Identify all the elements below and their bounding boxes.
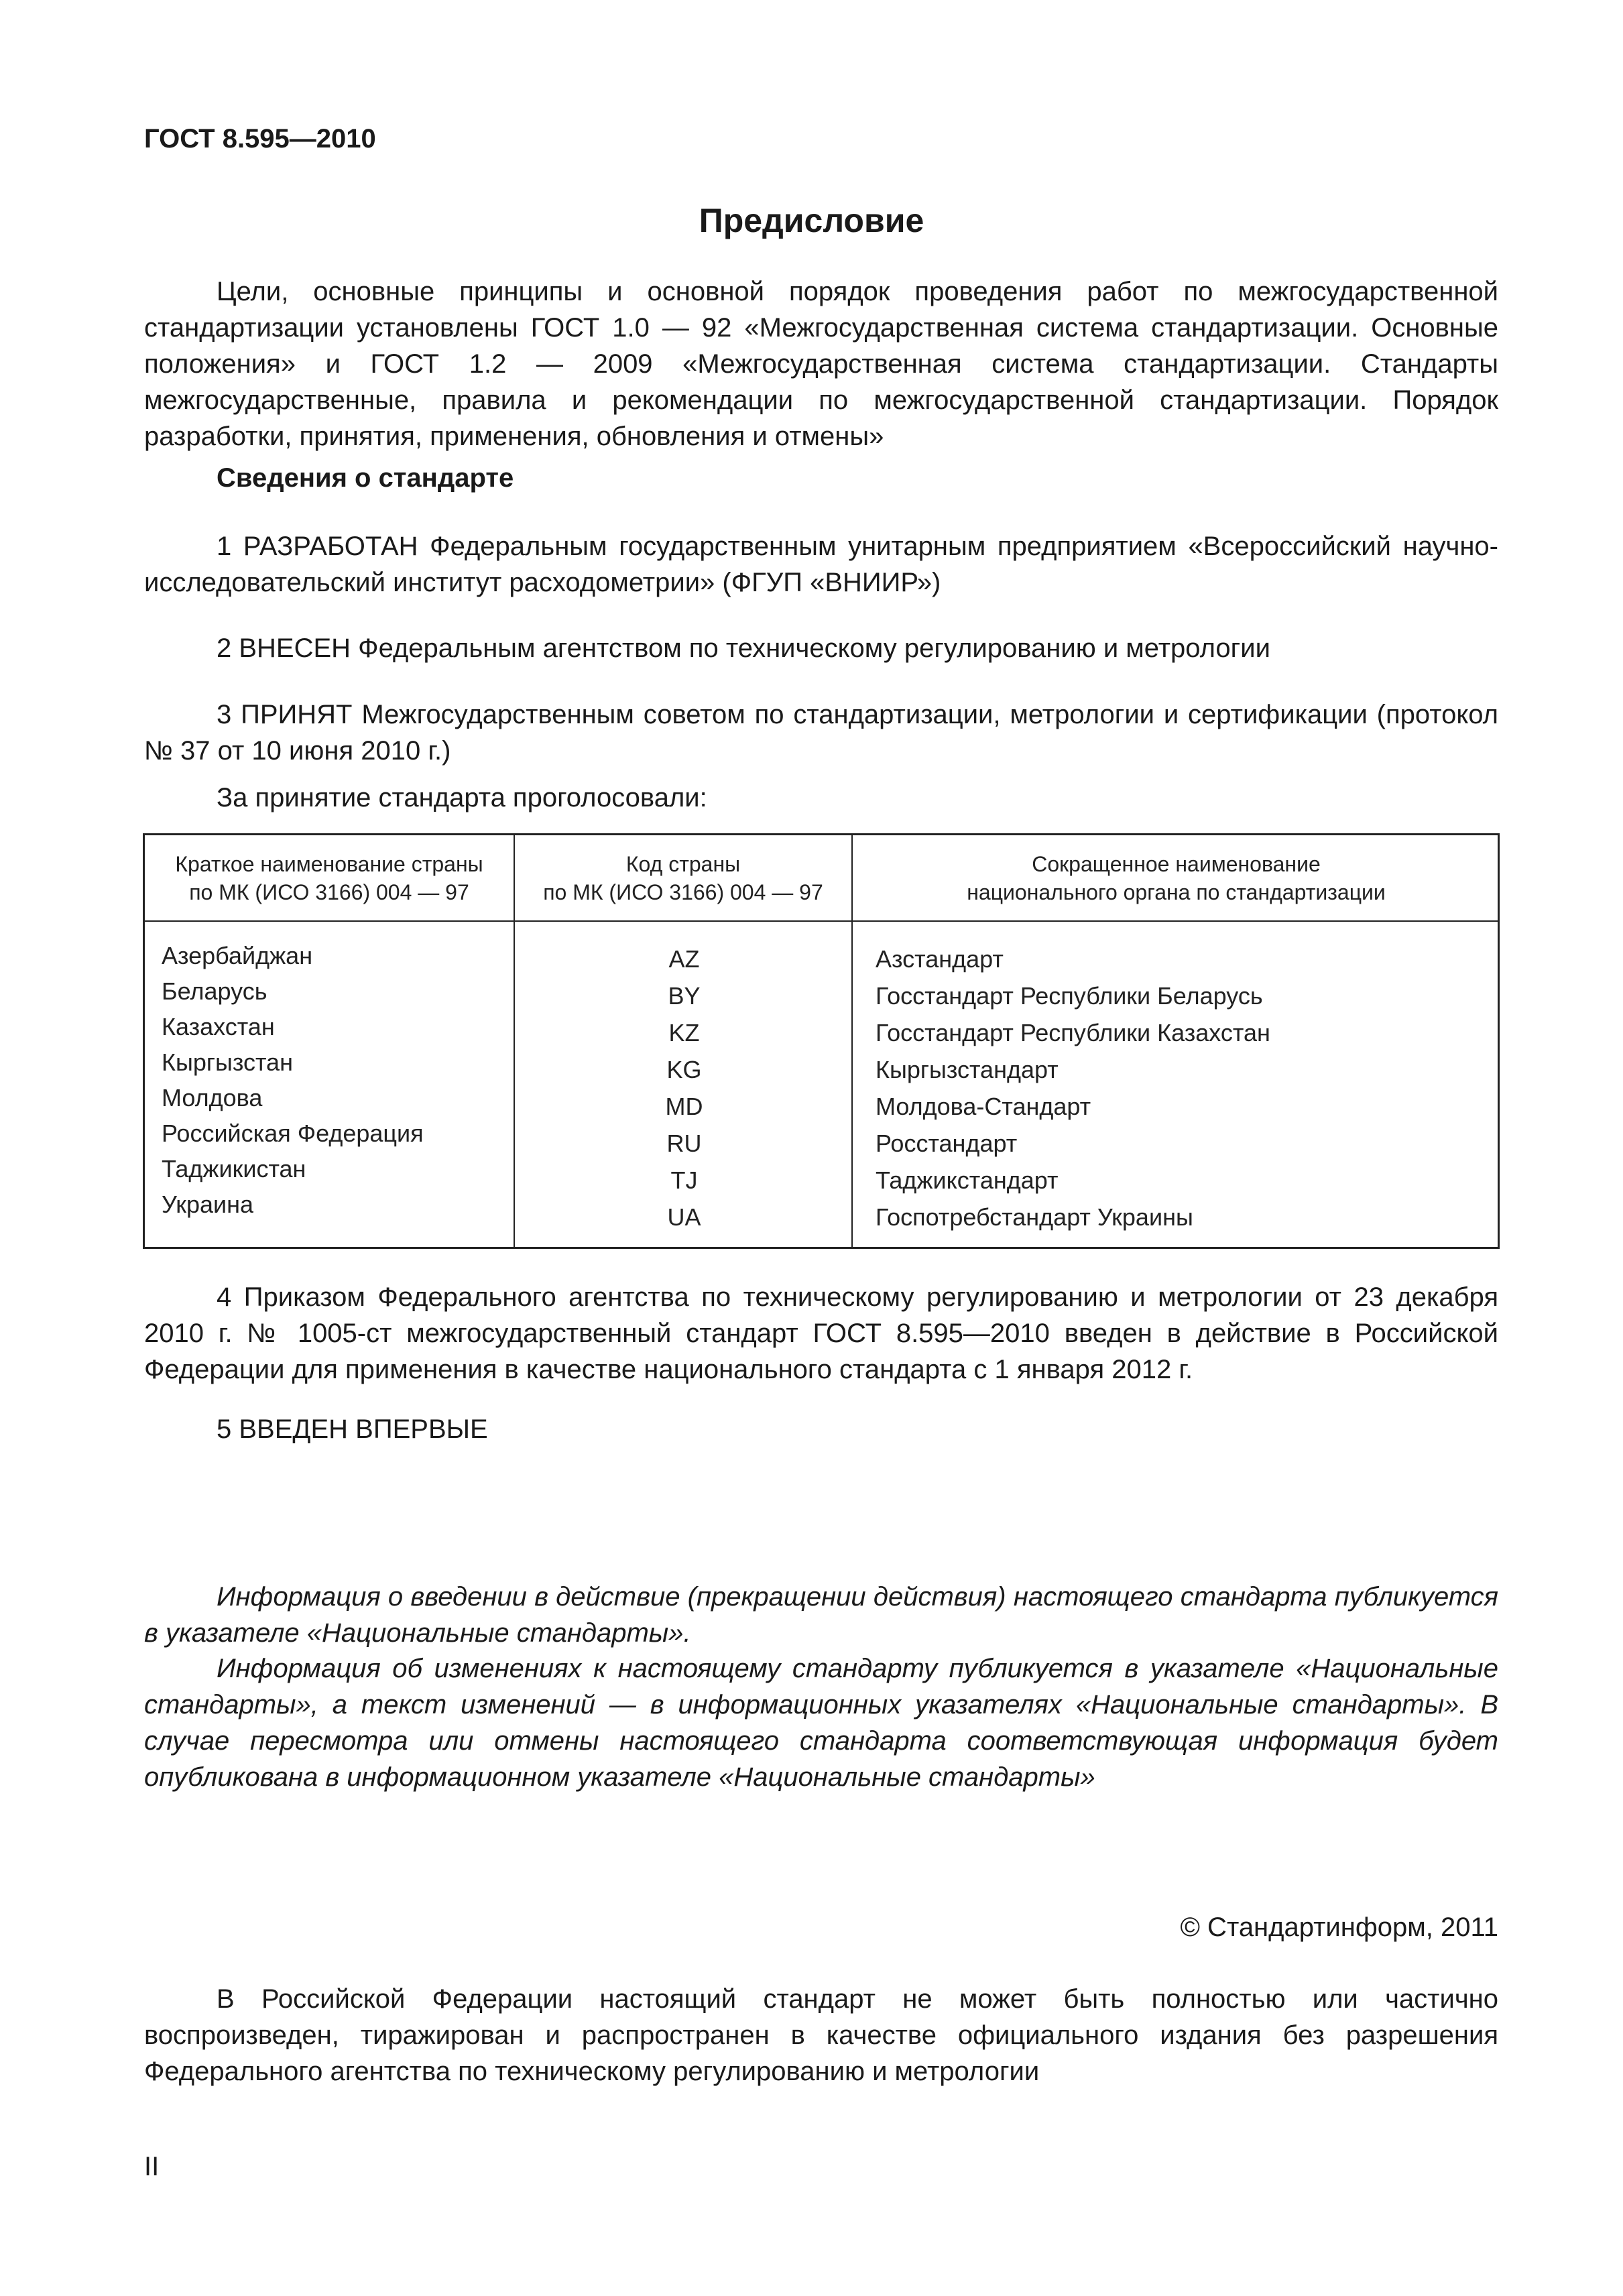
country-cell: Казахстан bbox=[162, 1013, 275, 1040]
voted-caption: За принятие стандарта проголосовали: bbox=[217, 783, 707, 812]
rights-paragraph: В Российской Федерации настоящий стандарт не может быть полностью или частично воспроизведен, тиражирован и распространен в качестве официального издания без разрешения Федерального агентства по техническому регулированию и метрологии bbox=[144, 1984, 1498, 2086]
standards-body-cell: Азстандарт bbox=[876, 945, 1004, 973]
header-line: Сокращенное наименование bbox=[1032, 852, 1321, 876]
code-cell: UA bbox=[667, 1203, 701, 1231]
country-cell: Российская Федерация bbox=[162, 1120, 424, 1147]
section-heading: Сведения о стандарте bbox=[217, 463, 514, 493]
standards-body-cell: Кыргызстандарт bbox=[876, 1056, 1059, 1083]
country-cell: Молдова bbox=[162, 1084, 263, 1111]
page-number: II bbox=[144, 2152, 160, 2181]
header-line: по МК (ИСО 3166) 004 — 97 bbox=[189, 880, 469, 904]
intro-paragraph: Цели, основные принципы и основной порядок проведения работ по межгосударственной стандартизации установлены ГОСТ 1.0 — 92 «Межгосударственная система стандартизации. Основные положения» и ГОСТ 1.2 — 2009 «Межгосударственная система стандартизации. Стандарты межгосударственные, правила и рекомендации по межгосударственной стандартизации. Порядок разработки, принятия, применения, обновления и отмены» bbox=[144, 277, 1498, 451]
code-cell: BY bbox=[668, 982, 701, 1010]
document-code: ГОСТ 8.595—2010 bbox=[144, 124, 376, 154]
info-publication-paragraph: Информация о введении в действие (прекращении действия) настоящего стандарта публикуется в указателе «Национальные стандарты». bbox=[144, 1582, 1498, 1648]
code-cell: MD bbox=[665, 1093, 703, 1120]
item-5-paragraph: 5 ВВЕДЕН ВПЕРВЫЕ bbox=[217, 1414, 488, 1444]
standards-body-cell: Таджикстандарт bbox=[876, 1166, 1059, 1194]
standards-body-cell: Госстандарт Республики Беларусь bbox=[876, 982, 1263, 1010]
country-cell: Азербайджан bbox=[162, 942, 313, 969]
item-3-paragraph: 3 ПРИНЯТ Межгосударственным советом по стандартизации, метрологии и сертификации (протокол № 37 от 10 июня 2010 г.) bbox=[144, 700, 1498, 766]
item-4-paragraph: 4 Приказом Федерального агентства по техническому регулированию и метрологии от 23 декабря 2010 г. № 1005-ст межгосударственный стандарт ГОСТ 8.595—2010 введен в действие в Российской Федерации для применения в качестве национального стандарта с 1 января 2012 г. bbox=[144, 1282, 1498, 1384]
header-line: по МК (ИСО 3166) 004 — 97 bbox=[543, 880, 823, 904]
item-2-paragraph: 2 ВНЕСЕН Федеральным агентством по техническому регулированию и метрологии bbox=[217, 633, 1270, 663]
country-cell: Кыргызстан bbox=[162, 1048, 293, 1076]
code-cell: TJ bbox=[670, 1166, 698, 1194]
header-line: национального органа по стандартизации bbox=[967, 880, 1386, 904]
page-title: Предисловие bbox=[699, 202, 924, 239]
standards-body-cell: Росстандарт bbox=[876, 1130, 1018, 1157]
header-standards-body bbox=[853, 850, 1500, 906]
standards-body-cell: Молдова-Стандарт bbox=[876, 1093, 1091, 1120]
header-line: Краткое наименование страны bbox=[175, 852, 483, 876]
code-cell: KZ bbox=[668, 1019, 700, 1046]
code-cell: AZ bbox=[668, 945, 700, 973]
header-country-name bbox=[145, 850, 514, 906]
code-cell: RU bbox=[666, 1130, 702, 1157]
country-cell: Беларусь bbox=[162, 977, 267, 1005]
standards-body-cell: Госстандарт Республики Казахстан bbox=[876, 1019, 1270, 1046]
code-cell: KG bbox=[666, 1056, 702, 1083]
info-changes-paragraph: Информация об изменениях к настоящему стандарту публикуется в указателе «Национальные стандарты», а текст изменений — в информационных указателях «Национальные стандарты». В случае пересмотра или отмены настоящего стандарта соответствующая информация будет опубликована в информационном указателе «Национальные стандарты» bbox=[144, 1654, 1498, 1792]
header-line: Код страны bbox=[625, 852, 741, 876]
copyright-notice: © Стандартинформ, 2011 bbox=[1180, 1913, 1498, 1942]
country-cell: Таджикистан bbox=[162, 1155, 306, 1183]
item-1-paragraph: 1 РАЗРАБОТАН Федеральным государственным унитарным предприятием «Всероссийский научно-исследовательский институт расходометрии» (ФГУП «ВНИИР») bbox=[144, 532, 1498, 597]
standards-body-cell: Госпотребстандарт Украины bbox=[876, 1203, 1193, 1231]
header-country-code bbox=[515, 850, 851, 906]
country-cell: Украина bbox=[162, 1191, 254, 1218]
voting-table bbox=[143, 833, 1500, 1249]
table-header-divider bbox=[145, 920, 1498, 922]
